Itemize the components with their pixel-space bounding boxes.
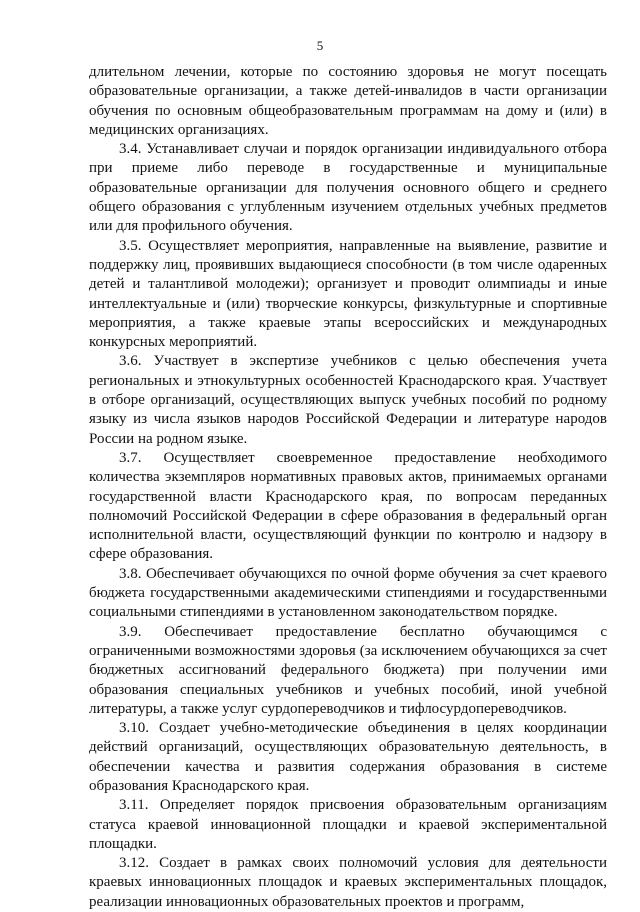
document-body xyxy=(89,63,607,912)
paragraph-3-12: 3.12. Создает в рамках своих полномочий условия для деятельности краевых инновационных площадок и краевых экспериментальных площадок, реализации инновационных образовательных проектов и программ, xyxy=(89,855,607,910)
paragraph-3-5: 3.5. Осуществляет мероприятия, направленные на выявление, развитие и поддержку лиц, проявивших выдающиеся способности (в том числе одаренных детей и талантливой молодежи); организует и проводит олимпиады и иные интеллектуальные и (или) творческие конкурсы, физкультурные и спортивные мероприятия, а также краевые этапы всероссийских и международных конкурсных мероприятий. xyxy=(89,237,607,351)
paragraph-3-11: 3.11. Определяет порядок присвоения образовательным организациям статуса краевой инновационной площадки и краевой экспериментальной площадки. xyxy=(89,797,607,852)
paragraph-3-4: 3.4. Устанавливает случаи и порядок организации индивидуального отбора при приеме либо переводе в государственные и муниципальные образовательные организации для получения основного общего и среднего общего образования с углубленным изучением отдельных учебных предметов или для профильного обучения. xyxy=(89,141,607,235)
paragraph-3-9: 3.9. Обеспечивает предоставление бесплатно обучающимся с ограниченными возможностями здоровья (за исключением обучающихся за счет бюджетных ассигнований федерального бюджета) при получении ими образования специальных учебников и учебных пособий, иной учебной литературы, а также услуг сурдопереводчиков и тифлосурдопереводчиков. xyxy=(89,623,607,717)
paragraph-3-7: 3.7. Осуществляет своевременное предоставление необходимого количества экземпляров нормативных правовых актов, принимаемых органами государственной власти Краснодарского края, по вопросам переданных полномочий Российской Федерации в сфере образования в федеральный орган исполнительной власти, осуществляющий функции по контролю и надзору в сфере образования. xyxy=(89,449,607,563)
paragraph-continuation: длительном лечении, которые по состоянию здоровья не могут посещать образовательные организации, а также детей-инвалидов в части организации обучения по основным общеобразовательным программам на дому и (или) в медицинских организациях. xyxy=(89,64,607,138)
page-number: 5 xyxy=(316,38,324,53)
paragraph-3-10: 3.10. Создает учебно-методические объединения в целях координации действий организаций, осуществляющих образовательную деятельность, в обеспечении качества и развития содержания образования в системе образования Краснодарского края. xyxy=(89,720,607,794)
paragraph-3-6: 3.6. Участвует в экспертизе учебников с целью обеспечения учета региональных и этнокультурных особенностей Краснодарского края. Участвует в отборе организаций, осуществляющих выпуск учебных пособий по родному языку из числа языков народов Российской Федерации и литературе народов России на родном языке. xyxy=(89,353,607,447)
paragraph-3-8: 3.8. Обеспечивает обучающихся по очной форме обучения за счет краевого бюджета государственными академическими стипендиями и государственными социальными стипендиями в установленном законодательством порядке. xyxy=(89,565,607,621)
